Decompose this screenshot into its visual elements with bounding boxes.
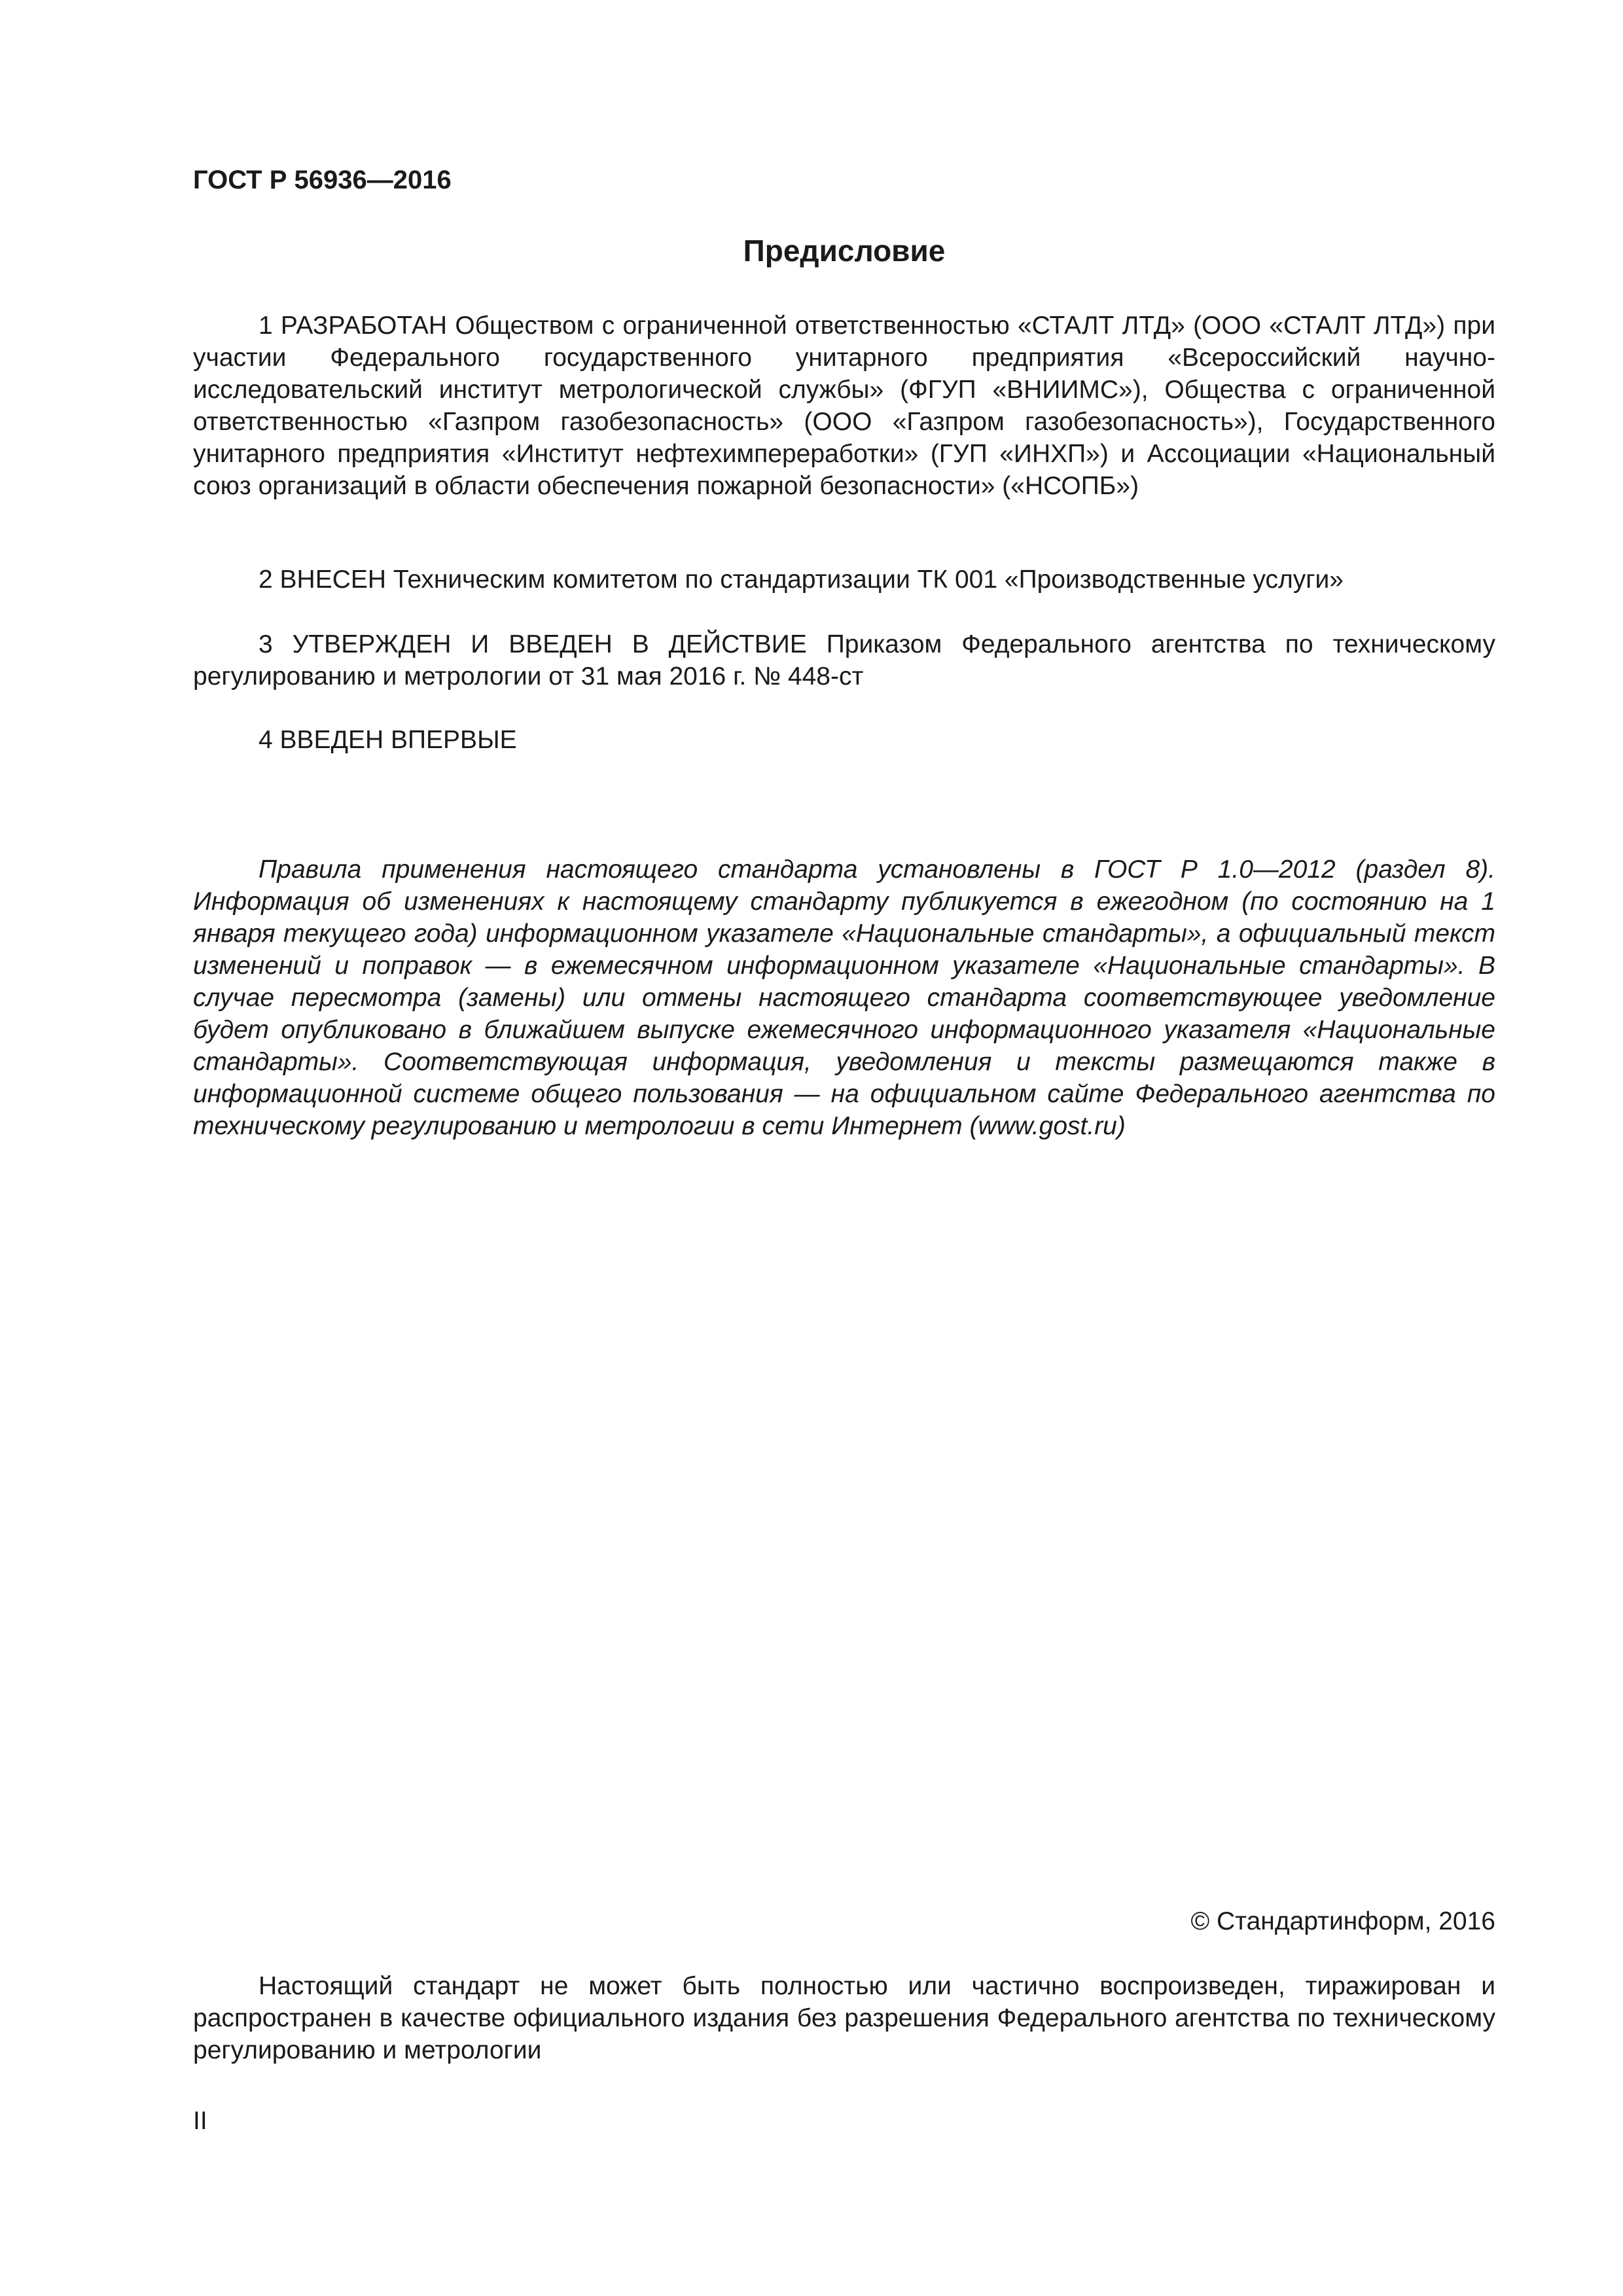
paragraph-text: 2 ВНЕСЕН Техническим комитетом по стандартизации ТК 001 «Производственные услуги» bbox=[259, 565, 1344, 594]
document-id: ГОСТ Р 56936—2016 bbox=[193, 166, 452, 194]
paragraph-introduced-by bbox=[193, 564, 1495, 596]
page-number: II bbox=[193, 2107, 207, 2135]
paragraph-approved bbox=[193, 628, 1495, 692]
copyright-line: © Стандартинформ, 2016 bbox=[1190, 1907, 1495, 1935]
paragraph-text: 3 УТВЕРЖДЕН И ВВЕДЕН В ДЕЙСТВИЕ Приказом Федерального агентства по техническому регулированию и метрологии от 31 мая 2016 г. № 448-ст bbox=[193, 630, 1495, 691]
section-title: Предисловие bbox=[743, 234, 946, 268]
paragraph-developed-by bbox=[193, 310, 1495, 502]
disclaimer-text: Настоящий стандарт не может быть полностью или частично воспроизведен, тиражирован и распространен в качестве официального издания без разрешения Федерального агентства по техническому регулированию и метрологии bbox=[193, 1972, 1495, 2064]
application-rules-notice bbox=[193, 853, 1495, 1142]
paragraph-text: 4 ВВЕДЕН ВПЕРВЫЕ bbox=[259, 726, 517, 754]
reproduction-disclaimer bbox=[193, 1970, 1495, 2066]
paragraph-text: 1 РАЗРАБОТАН Обществом с ограниченной ответственностью «СТАЛТ ЛТД» (ООО «СТАЛТ ЛТД») при участии Федерального государственного унитарного предприятия «Всероссийский научно-исследовательский институт метрологической службы» (ФГУП «ВНИИМС»), Общества с ограниченной ответственностью «Газпром газобезопасность» (ООО «Газпром газобезопасность»), Государственного унитарного предприятия «Институт нефтехимпереработки» (ГУП «ИНХП») и Ассоциации «Национальный союз организаций в области обеспечения пожарной безопасности» («НСОПБ») bbox=[193, 312, 1495, 500]
paragraph-first-introduced bbox=[193, 724, 1495, 756]
notice-text: Правила применения настоящего стандарта установлены в ГОСТ Р 1.0—2012 (раздел 8). Информация об изменениях к настоящему стандарту публикуется в ежегодном (по состоянию на 1 января текущего года) информационном указателе «Национальные стандарты», а официальный текст изменений и поправок — в ежемесячном информационном указателе «Национальные стандарты». В случае пересмотра (замены) или отмены настоящего стандарта соответствующее уведомление будет опубликовано в ближайшем выпуске ежемесячного информационного указателя «Национальные стандарты». Соответствующая информация, уведомления и тексты размещаются также в информационной системе общего пользования — на официальном сайте Федерального агентства по техническому регулированию и метрологии в сети Интернет (www.gost.ru) bbox=[193, 855, 1495, 1140]
